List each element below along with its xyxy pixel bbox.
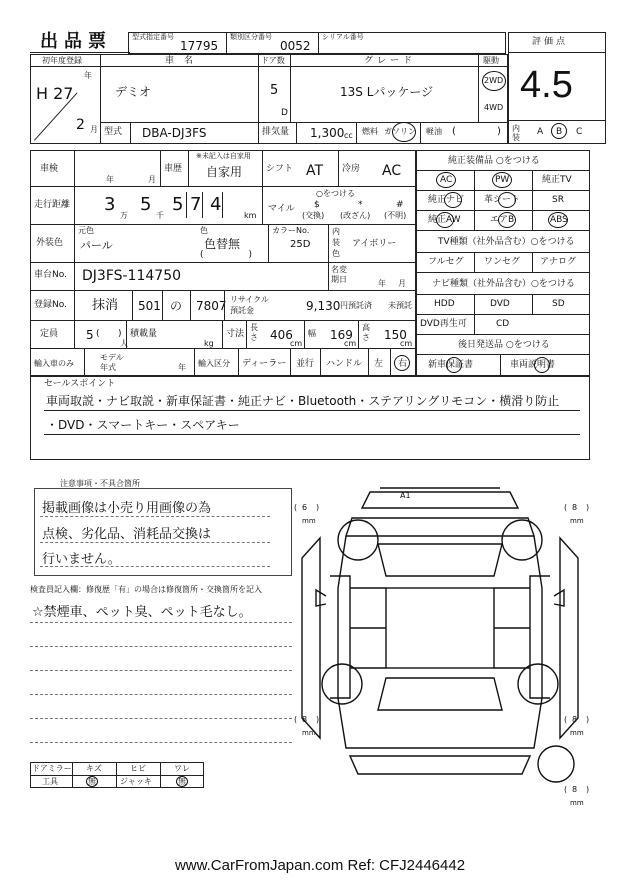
car-damage-diagram (290, 478, 590, 808)
fuel-circle (392, 122, 416, 142)
footer-ref: www.CarFromJapan.com Ref: CFJ2446442 (174, 857, 466, 874)
vehicle-history: 自家用 (206, 165, 243, 179)
class-number: 0052 (280, 39, 311, 53)
score-label: 評価点 (532, 37, 569, 47)
mileage-digit: 7 (190, 194, 202, 215)
note-line-1: 掲載画像は小売り用画像の為 (42, 501, 212, 516)
grade: 13S Lパッケージ (340, 85, 434, 99)
sales-point-line-2: ・DVD・スマートキー・スペアキー (46, 418, 240, 432)
model-code: DBA-DJ3FS (142, 126, 207, 140)
tread-front-right: 8 (572, 503, 578, 512)
note-line-2: 点検、劣化品、消耗品交換は (42, 527, 212, 542)
note-line-3: 行いません。 (42, 552, 121, 567)
height: 150 (384, 328, 407, 342)
sheet-title: 出品票 (40, 31, 112, 52)
chassis-number: DJ3FS-114750 (82, 268, 182, 284)
mileage-digit: 4 (210, 194, 222, 215)
score-value: 4.5 (520, 64, 573, 106)
tread-front-left: 6 (302, 503, 308, 512)
air-conditioning: AC (382, 163, 402, 179)
tread-spare: 8 (572, 785, 578, 794)
width: 169 (330, 328, 353, 342)
mileage-digit: 5 (172, 194, 184, 215)
recycle-deposit: 9,130 (306, 299, 341, 313)
mileage-digit: 5 (140, 194, 152, 215)
displacement: 1,300 (310, 126, 345, 140)
sales-point-line-1: 車両取説・ナビ取説・新車保証書・純正ナビ・Bluetooth・ステアリングリモコン・横滑り防止 (46, 394, 560, 408)
capacity: 5 (86, 328, 94, 342)
inspector-note: ☆禁煙車、ペット臭、ペット毛なし。 (32, 605, 252, 620)
shift-type: AT (306, 163, 324, 179)
first-registration-month: 2 (76, 117, 85, 133)
tread-rear-right: 8 (572, 715, 578, 724)
color-number: 25D (290, 239, 311, 250)
registration-status: 抹消 (92, 298, 119, 313)
length: 406 (270, 328, 293, 342)
mileage-digit: 3 (104, 194, 116, 215)
door-count: 5 (270, 83, 279, 98)
first-registration-era: H 27 (36, 84, 74, 103)
color-changed: 色替無 (204, 237, 241, 251)
damage-mark: A1 (400, 491, 411, 500)
car-name: デミオ (115, 85, 152, 99)
tread-rear-left: 8 (302, 715, 308, 724)
interior-color: アイボリー (352, 239, 397, 249)
original-color: パール (80, 239, 113, 252)
interior-grade-circle (551, 123, 567, 139)
handle-circle (394, 355, 410, 371)
type-number: 17795 (180, 39, 219, 53)
